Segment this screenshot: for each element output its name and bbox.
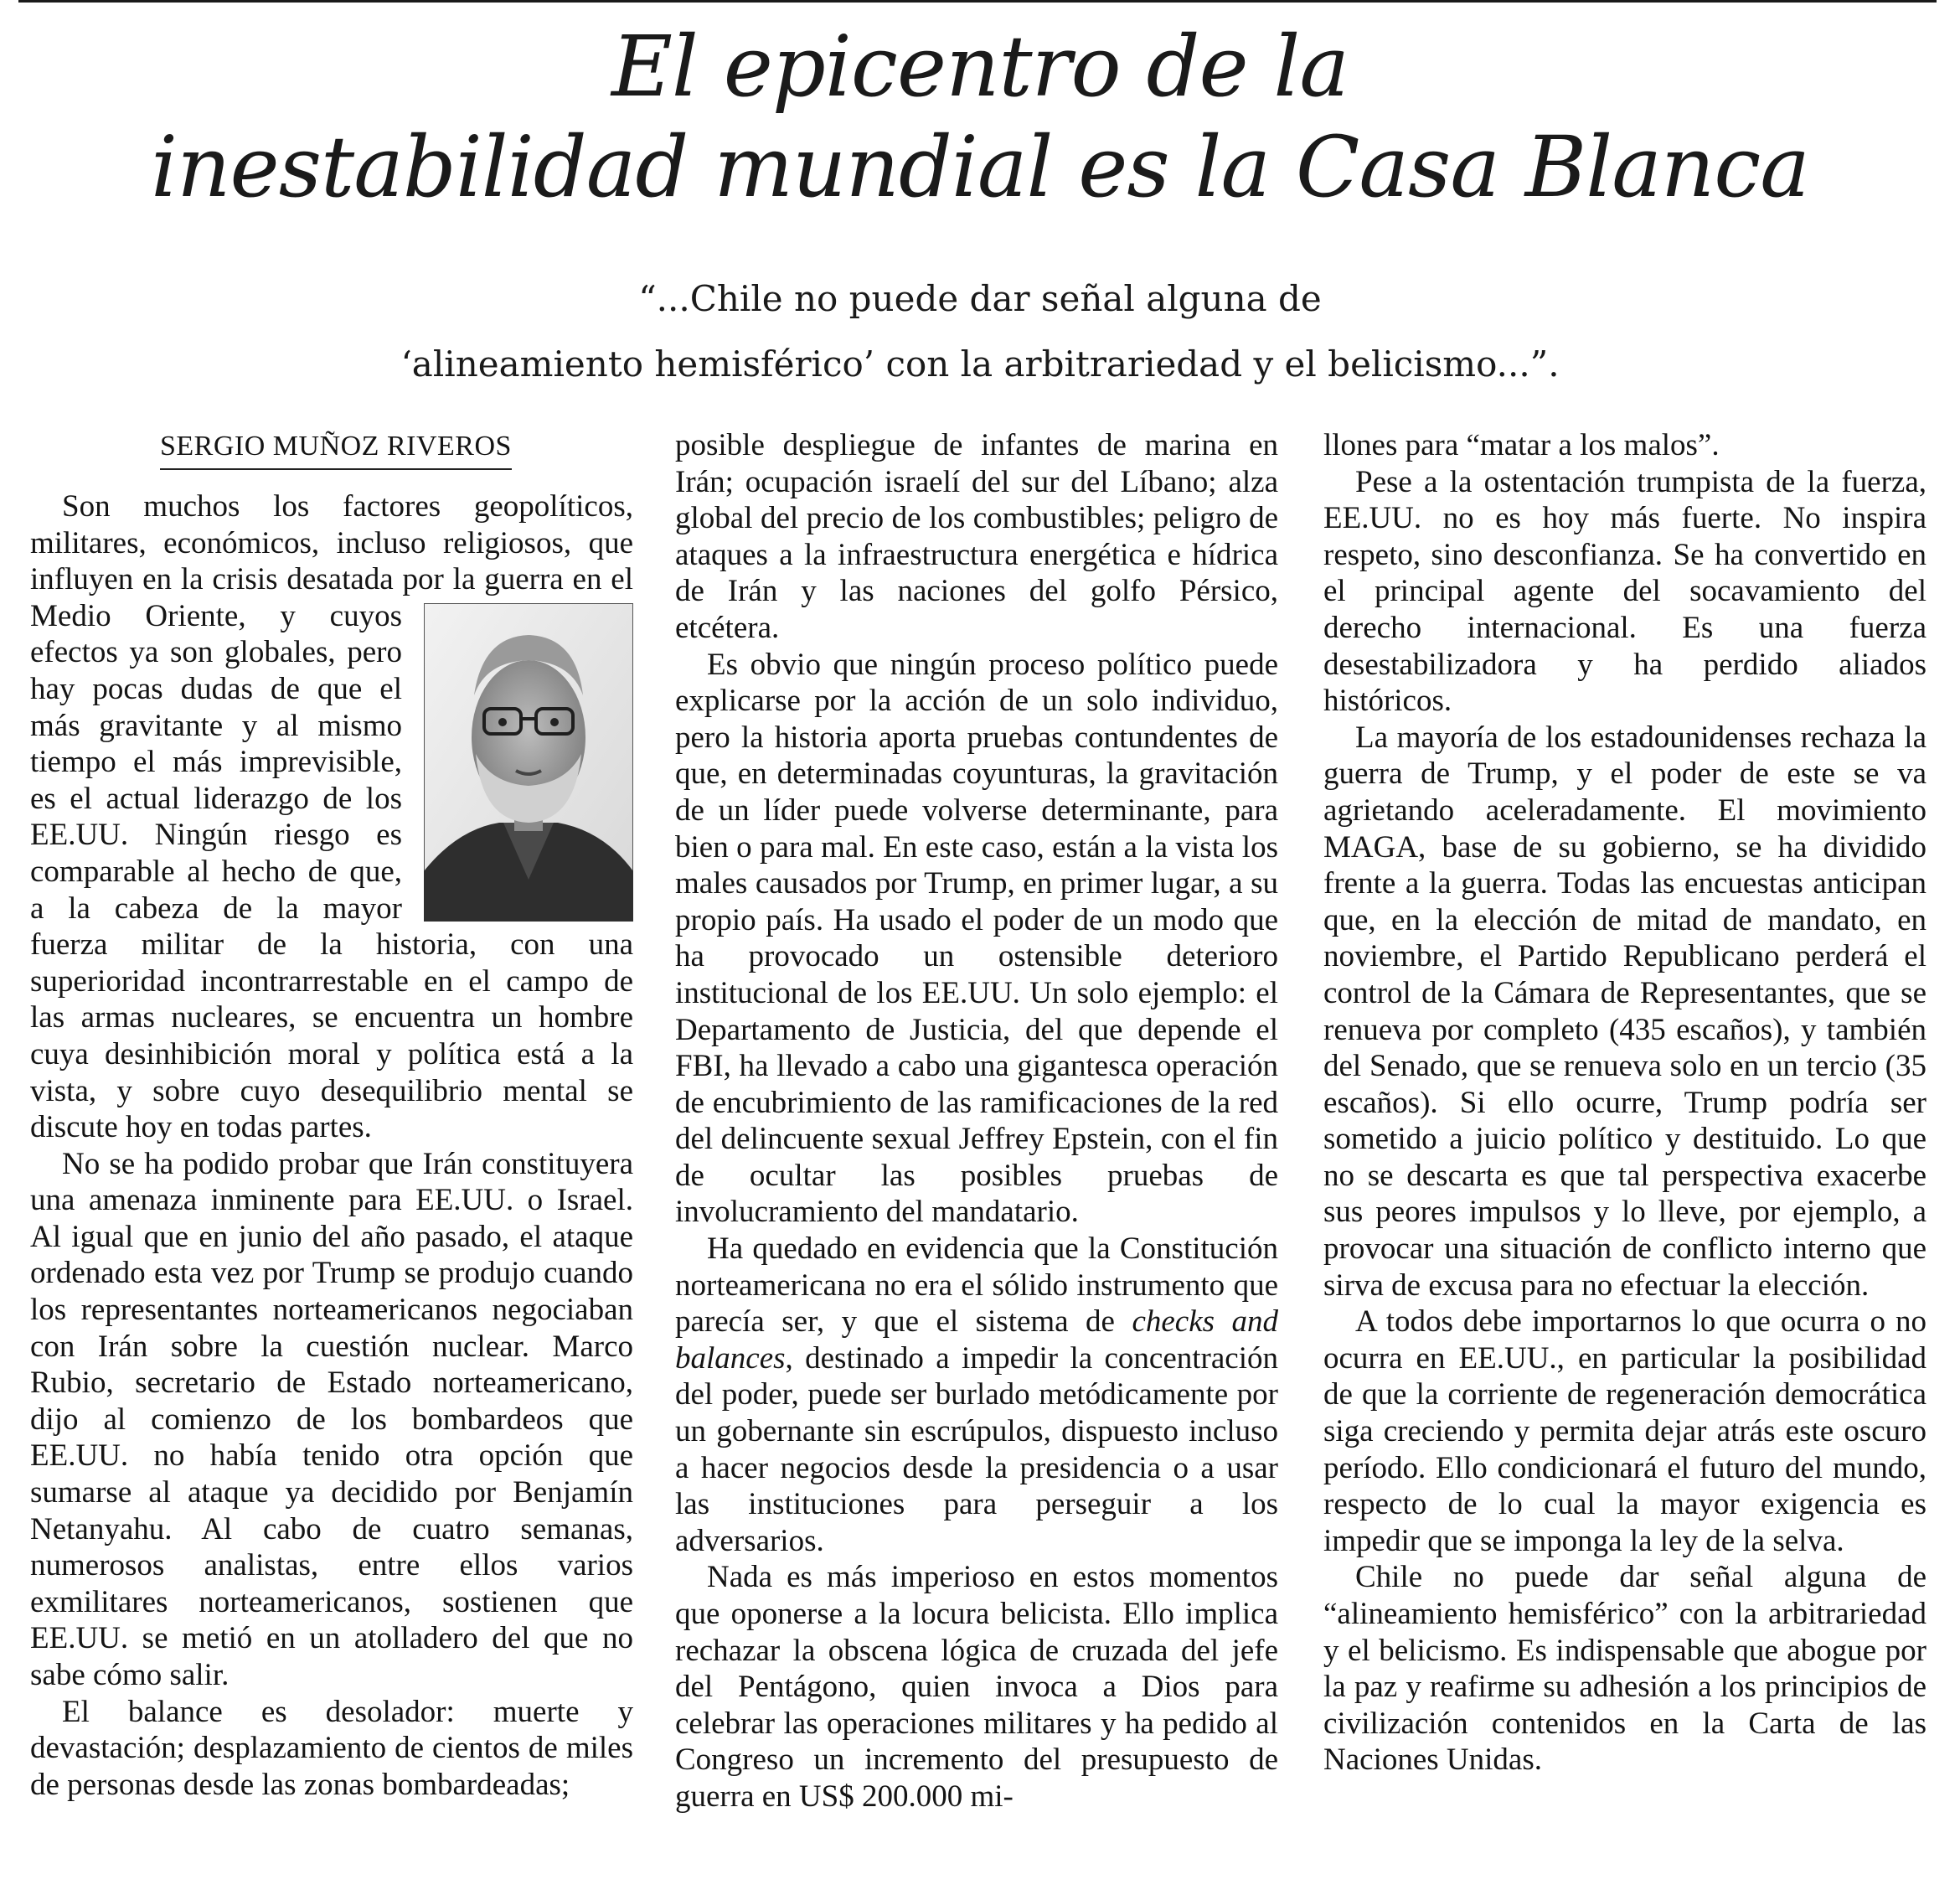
paragraph: A todos debe importarnos lo que ocurra o no ocurra en EE.UU., en particular la posibilidad de que la corriente de regeneración democrática siga creciendo y permita dejar atrás este oscuro período. Ello condicionará el futuro del mundo, respecto de lo cual la mayor exigencia es impedir que se imponga la ley de la selva. xyxy=(1323,1304,1926,1558)
deck-line-2: ‘alineamiento hemisférico’ con la arbitrariedad y el belicismo...”. xyxy=(400,343,1560,385)
column-3 xyxy=(1323,427,1926,1877)
paragraph: La mayoría de los estadounidenses rechaza la guerra de Trump, y el poder de este se va agrietando aceleradamente. El movimiento MAGA, base de su gobierno, se ha dividido frente a la guerra. Todas las encuestas anticipan que, en la elección de mitad de mandato, en noviembre, el Partido Republicano perderá el control de la Cámara de Representantes, que se renueva por completo (435 escaños), y también del Senado, que se renueva solo en un tercio (35 escaños). Si ello ocurre, Trump podría ser sometido a juicio político y destituido. Lo que no se descarta es que tal perspectiva exacerbe sus peores impulsos y lo lleve, por ejemplo, a provocar una situación de conflicto interno que sirva de excusa para no efectuar la elección. xyxy=(1323,720,1926,1303)
column-1 xyxy=(30,427,633,1877)
text-span: , destinado a impedir la concentración del poder, puede ser burlado metódicamente por un gobernante sin escrúpulos, dispuesto incluso a hacer negocios desde la presidencia o a usar las instituciones para perseguir a los adversarios. xyxy=(675,1340,1278,1558)
paragraph: No se ha podido probar que Irán constituyera una amenaza inminente para EE.UU. o Israel. Al igual que en junio del año pasado, el ataque ordenado esta vez por Trump se produjo cuando los representantes norteamericanos negociaban con Irán sobre la cuestión nuclear. Marco Rubio, secretario de Estado norteamericano, dijo al comienzo de los bombardeos que EE.UU. no había tenido otra opción que sumarse al ataque ya decidido por Benjamín Netanyahu. Al cabo de cuatro semanas, numerosos analistas, entre ellos varios exmilitares norteamericanos, sostienen que EE.UU. se metió en un atolladero del que no sabe cómo salir. xyxy=(30,1146,633,1692)
para-rest: y cuyos efectos ya son globales, pero hay pocas dudas de que el más gravitante y al mismo tiempo el más imprevisible, es el actual liderazgo de los EE.UU. Ningún riesgo es comparable al hecho de que, a la cabeza de la mayor fuerza militar de la historia, con una superioridad incontrarrestable en el campo de las armas nucleares, se encuentra un hombre cuya desinhibición moral y política está a la vista, y sobre cuyo desequilibrio mental se discute hoy en todas partes. xyxy=(30,598,633,1145)
paragraph-continued: llones para “matar a los malos”. xyxy=(1323,428,1720,462)
top-rule xyxy=(18,0,1937,3)
paragraph xyxy=(30,488,633,1146)
para-start: Son muchos los factores geopolíticos, militares, económicos, incluso religiosos, que influyen en la crisis desatada por la guerra en el Medio Oriente, xyxy=(30,489,633,633)
paragraph: Chile no puede dar señal alguna de “alineamiento hemisférico” con la arbitrariedad y el belicismo. Es indispensable que abogue por la paz y reafirme su adhesión a los principios de civilización contenidos en la Carta de las Naciones Unidas. xyxy=(1323,1560,1926,1778)
deck-quote xyxy=(0,266,1960,397)
deck-line-1: “...Chile no puede dar señal alguna de xyxy=(638,278,1322,319)
paragraph-continued: posible despliegue de infantes de marina en Irán; ocupación israelí del sur del Líbano; alza global del precio de los combustibles; peligro de ataques a la infraestructura energética e hídrica de Irán y las naciones del golfo Pérsico, etcétera. xyxy=(675,428,1278,645)
author-photo xyxy=(424,603,633,922)
byline: SERGIO MUÑOZ RIVEROS xyxy=(160,428,512,470)
headline-line-1: El epicentro de la xyxy=(611,18,1349,116)
paragraph: Nada es más imperioso en estos momentos que oponerse a la locura belicista. Ello implica rechazar la obscena lógica de cruzada del jefe del Pentágono, quien invoca a Dios para celebrar las operaciones militares y ha pedido al Congreso un incremento del presupuesto de guerra en US$ 200.000 mi- xyxy=(675,1560,1278,1814)
paragraph: El balance es desolador: muerte y devastación; desplazamiento de cientos de miles de personas desde las zonas bombardeadas; xyxy=(30,1694,633,1802)
paragraph xyxy=(675,1231,1278,1559)
author-portrait-image xyxy=(424,603,633,922)
headline xyxy=(0,17,1960,218)
paragraph: Es obvio que ningún proceso político puede explicarse por la acción de un solo individuo, pero la historia aporta pruebas contundentes de que, en determinadas coyunturas, la gravitación de un líder puede volverse determinante, para bien o para mal. En este caso, están a la vista los males causados por Trump, en primer lugar, a su propio país. Ha usado el poder de un modo que ha provocado un ostensible deterioro institucional de los EE.UU. Un solo ejemplo: el Departamento de Justicia, del que depende el FBI, ha llevado a cabo una gigantesca operación de encubrimiento de las ramificaciones de la red del delincuente sexual Jeffrey Epstein, con el fin de ocultar las posibles pruebas de involucramiento del mandatario. xyxy=(675,647,1278,1230)
headline-line-2: inestabilidad mundial es la Casa Blanca xyxy=(151,118,1809,216)
italic-phrase: checks and balances xyxy=(675,1304,1278,1376)
column-2 xyxy=(675,427,1278,1877)
text-span: Ha quedado en evidencia que la Constitución norteamericana no era el sólido instrumento que parecía ser, y que el sistema de xyxy=(675,1231,1278,1340)
paragraph: Pese a la ostentación trumpista de la fuerza, EE.UU. no es hoy más fuerte. No inspira respeto, sino desconfianza. Se ha convertido en el principal agente del socavamiento del derecho internacional. Es una fuerza desestabilizadora y ha perdido aliados históricos. xyxy=(1323,464,1926,719)
